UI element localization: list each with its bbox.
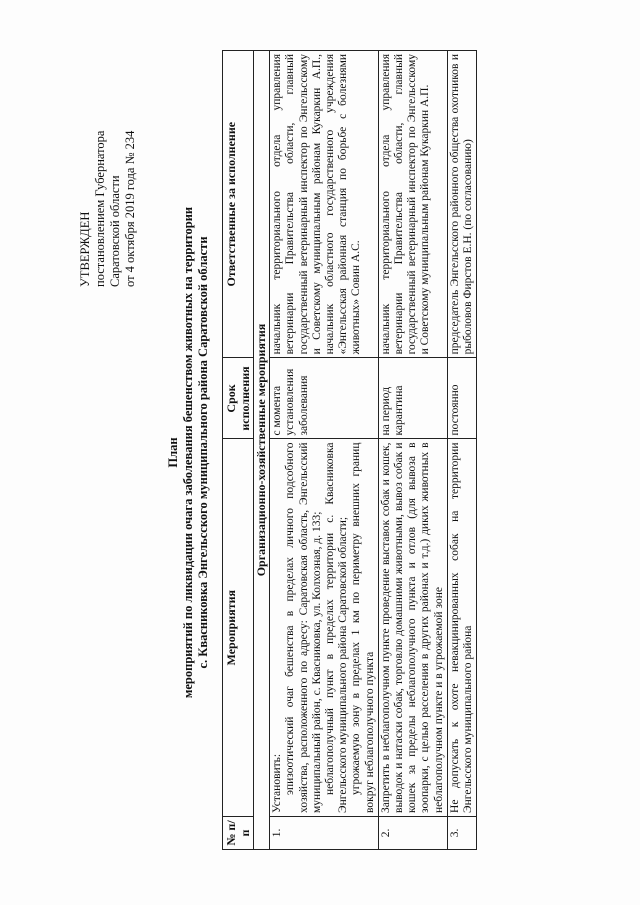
approval-line-2: постановлением Губернатора (93, 130, 107, 287)
approval-line-4: от 4 октября 2019 года № 234 (123, 130, 137, 287)
title-line-1: План (166, 437, 180, 468)
title-line-3: с. Квасниковка Энгельсского муниципального района Саратовской области (196, 236, 210, 669)
plan-table (222, 50, 477, 850)
table-header-row (223, 51, 254, 850)
event-paragraph: Установить: (271, 753, 284, 813)
table-row (447, 51, 476, 850)
event-paragraph: угрожаемую зону в пределах 1 км по периметру внешних границ вокруг неблагополучного пункта (350, 442, 376, 813)
header-responsible: Ответственные за исполнение (223, 51, 254, 358)
event-paragraph: неблагополучный пункт в пределах территории с. Квасниковка Энгельсского муниципального района Саратовской области; (324, 442, 350, 813)
row-responsible: председатель Энгельсского районного общества охотников и рыболовов Фирстов Е.Н. (по согласованию) (447, 51, 476, 358)
row-event: Запретить в неблагополучном пункте проведение выставок собак и кошек, выводок и натаски собак, торговлю домашними животными, вывоз собак и кошек за пределы неблагополучного пункта и отлов (для вывоза в зоопарки, с целью расселения в других районах и т.д.) диких животных в неблагополучном пункте и в угрожаемой зоне (378, 439, 447, 816)
document-title (166, 0, 211, 905)
row-event: Не допускать к охоте невакцинированных собак на территории Энгельсского муниципального района (447, 439, 476, 816)
row-term: на период карантина (378, 358, 447, 439)
approval-line-1: УТВЕРЖДЕН (78, 211, 92, 287)
row-term: с момента установления заболевания (270, 358, 379, 439)
header-num: № п/п (223, 816, 254, 849)
row-term: постоянно (447, 358, 476, 439)
section-title: Организационно-хозяйственные мероприятия (254, 51, 270, 850)
row-num: 2. (378, 816, 447, 849)
approval-stamp (78, 131, 138, 287)
row-responsible: начальник территориального отдела управления ветеринарии Правительства области, главный государственный ветеринарный инспектор по Энгельсскому и Советскому муниципальным районам Кукаркин А.П. (378, 51, 447, 358)
header-event: Мероприятия (223, 439, 254, 816)
event-paragraph: эпизоотический очаг бешенства в пределах личного подсобного хозяйства, расположенного по адресу: Саратовская область, Энгельсский муниципальный район, с. Квасниковка, ул. Колхозная, д. 133; (284, 442, 323, 813)
row-num: 3. (447, 816, 476, 849)
table-row (270, 51, 379, 850)
row-num: 1. (270, 816, 379, 849)
row-responsible: начальник территориального отдела управления ветеринарии Правительства области, главный государственный ветеринарный инспектор по Энгельсскому и Советскому муниципальным районам Кукаркин А.П., начальник областного государственного учреждения «Энгельсская районная станция по борьбе с болезнями животных» Совин А.С. (270, 51, 379, 358)
row-event (270, 439, 379, 816)
approval-line-3: Саратовской области (108, 175, 122, 287)
table-row (378, 51, 447, 850)
title-line-2: мероприятий по ликвидации очага заболевания бешенством животных на территории (181, 206, 195, 699)
header-term: Срок исполнения (223, 358, 254, 439)
section-row (254, 51, 270, 850)
